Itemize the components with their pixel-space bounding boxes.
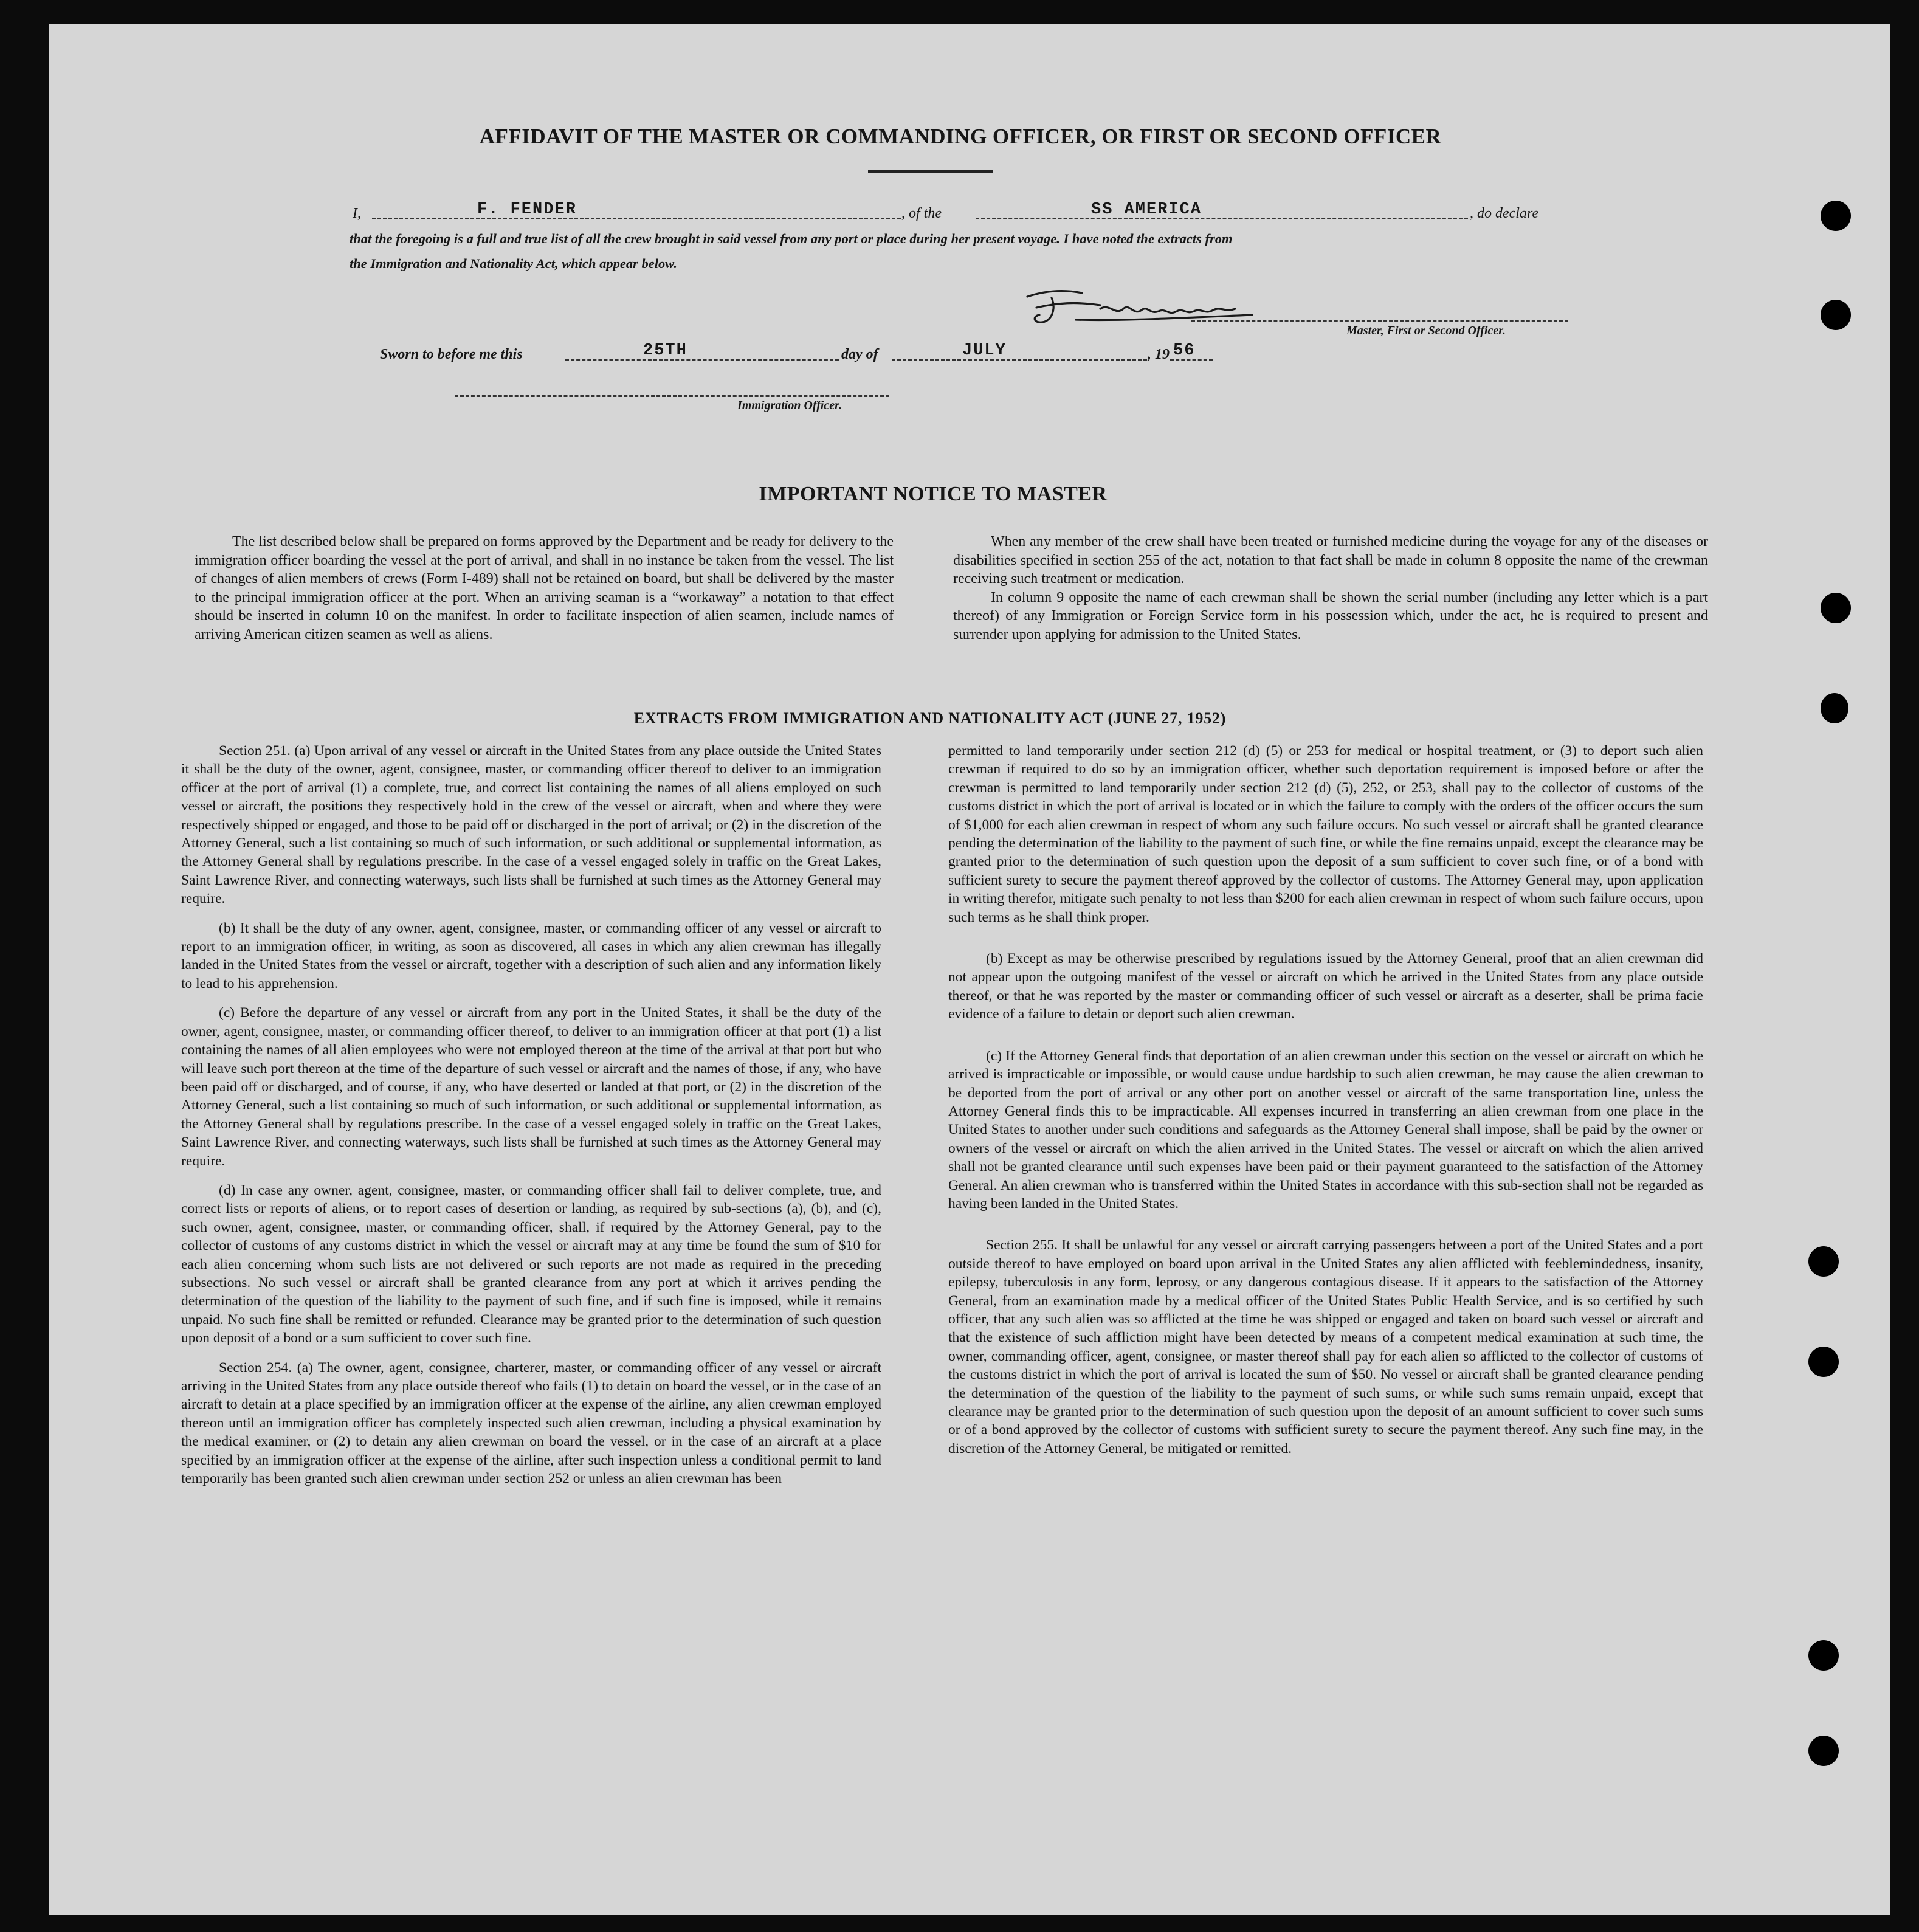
immigration-officer-caption: Immigration Officer.	[737, 399, 842, 412]
signature-line	[1191, 320, 1568, 322]
sworn-prefix: Sworn to before me this	[380, 347, 523, 362]
vessel-name: SS AMERICA	[1091, 201, 1202, 219]
do-declare-text: , do declare	[1470, 205, 1539, 221]
notice-right-paragraph-1: When any member of the crew shall have been treated or furnished medicine during the voyage for any of the diseases or disabilities specified in section 255 of the act, notation to that fact shall be made in column 8 opposite the name of the crewman receiving such treatment or medication.	[953, 534, 1708, 587]
punch-hole	[1821, 693, 1848, 723]
notice-right-column	[953, 533, 1708, 644]
notice-title: IMPORTANT NOTICE TO MASTER	[759, 483, 1108, 505]
declaration-body-line-1: that the foregoing is a full and true list of all the crew brought in said vessel from any port or place during her present voyage. I have noted the extracts from	[350, 231, 1233, 246]
declarant-name-line	[372, 218, 901, 219]
year-prefix: , 19	[1148, 347, 1170, 362]
sworn-day: 25TH	[643, 342, 687, 360]
punch-hole	[1821, 593, 1851, 623]
extracts-title: EXTRACTS FROM IMMIGRATION AND NATIONALITY ACT (JUNE 27, 1952)	[633, 709, 1227, 727]
section-255: Section 255. It shall be unlawful for any vessel or aircraft carrying passengers between a port of the United States and a port outside thereof to have employed on board upon arrival in the United States any alien afflicted with feeblemindedness, insanity, epilepsy, tuberculosis in any form, leprosy, or any dangerous contagious disease. If it appears to the satisfaction of the Attorney General, from an examination made by a medical officer of the United States Public Health Service, and is so certified by such officer, that any such alien was so afflicted at the time he was shipped or engaged and taken on board such vessel or aircraft and that the existence of such affliction might have been detected by means of a competent medical examination at such time, the owner, commanding officer, agent, consignee, or master thereof shall pay for each alien so afflicted to the collector of customs of the customs district in which the port of arrival is located the sum of $50. No vessel or aircraft shall be granted clearance pending the determination of the question of the liability to the payment of such sums, or while such sums remain unpaid, except that clearance may be granted prior to the determination of such question upon the deposit of an amount sufficient to cover such sums or of a bond approved by the collector of customs with sufficient surety to secure the payment thereof. Any such fine may, in the discretion of the Attorney General, be mitigated or remitted.	[948, 1237, 1703, 1457]
section-254-a: Section 254. (a) The owner, agent, consignee, charterer, master, or commanding officer of any vessel or aircraft arriving in the United States from any place outside thereof who fails (1) to detain on board the vessel, or in the case of an aircraft to detain at a place specified by an immigration officer at the expense of the airline, any alien crewman employed thereon until an immigration officer has completely inspected such alien crewman, including a physical examination by the medical examiner, or (2) to detain any alien crewman on board the vessel, or in the case of an aircraft at a place specified by an immigration officer at the expense of the airline, after such inspection unless a conditional permit to land temporarily has been granted such alien crewman under section 252 or unless an alien crewman has been	[181, 1359, 881, 1487]
section-251-d: (d) In case any owner, agent, consignee, master, or commanding officer shall fail to deliver complete, true, and correct lists or reports of aliens, or to report cases of desertion or landing, as required by sub-sections (a), (b), and (c), such owner, agent, consignee, master, or commanding officer, shall, if required by the Attorney General, pay to the collector of customs of any customs district in which the vessel or aircraft may at any time be found the sum of $10 for each alien concerning whom such lists are not delivered or such reports are not made as required in the preceding subsections. No such vessel or aircraft shall be granted clearance from any port at which it arrives pending the determination of the question of the liability to the payment of such fine, and if such fine is imposed, while it remains unpaid. No such fine shall be remitted or refunded. Clearance may be granted prior to the determination of such question upon deposit of a bond or a sum sufficient to cover such fine.	[181, 1182, 881, 1347]
master-signature	[1009, 285, 1264, 333]
declaration-body-line-2: the Immigration and Nationality Act, which appear below.	[350, 256, 678, 271]
signature-caption: Master, First or Second Officer.	[1346, 324, 1506, 337]
punch-hole	[1808, 1347, 1839, 1377]
punch-hole	[1808, 1736, 1839, 1766]
sworn-day-line	[565, 359, 839, 361]
extracts-left-column	[181, 742, 881, 1488]
day-of-text: day of	[841, 347, 878, 362]
sworn-month: JULY	[962, 342, 1007, 360]
declarant-name: F. FENDER	[477, 201, 577, 219]
vessel-name-line	[976, 218, 1468, 219]
punch-hole	[1821, 300, 1851, 330]
notice-left-paragraph: The list described below shall be prepared on forms approved by the Department and be ready for delivery to the immigration officer boarding the vessel at the port of arrival, and shall in no instance be taken from the vessel. The list of changes of alien members of crews (Form I-489) shall not be retained on board, but shall be delivered by the master to the principal immigration officer at the port. When an arriving seaman is a “workaway” a notation to that effect should be inserted in column 10 on the manifest. In order to facilitate inspection of alien seamen, include names of arriving American citizen seamen as well as aliens.	[195, 534, 894, 643]
declarant-prefix: I,	[353, 205, 361, 221]
sworn-month-line	[892, 359, 1147, 361]
section-251-a: Section 251. (a) Upon arrival of any vessel or aircraft in the United States from any place outside the United States it shall be the duty of the owner, agent, consignee, master, or commanding officer thereof to deliver to an immigration officer at the port of arrival (1) a complete, true, and correct list containing the names of all aliens employed on such vessel or aircraft, the positions they respectively hold in the crew of the vessel or aircraft, when and where they were respectively shipped or engaged, and those to be paid off or discharged in the port of arrival; or (2) in the discretion of the Attorney General, such a list containing so much of such information, or such additional or supplemental information, as the Attorney General shall by regulations prescribe. In the case of a vessel engaged solely in traffic on the Great Lakes, Saint Lawrence River, and connecting waterways, such lists shall be furnished at such times as the Attorney General may require.	[181, 743, 881, 907]
of-the-text: , of the	[901, 205, 942, 221]
punch-hole	[1808, 1640, 1839, 1671]
section-251-c: (c) Before the departure of any vessel or aircraft from any port in the United States, it shall be the duty of the owner, agent, consignee, master, or commanding officer thereof, to deliver to an immigration officer at that port (1) a list containing the names of all alien employees who were not employed thereon at the time of the arrival at that port but who will leave such port thereon at the time of the departure of such vessel or aircraft and the names of those, if any, who have been paid off or discharged, and of course, if any, who have deserted or landed at that port, or (2) in the discretion of the Attorney General, such a list containing so much of such information, or such additional or supplemental information, as the Attorney General shall by regulations prescribe. In the case of a vessel engaged solely in traffic on the Great Lakes, Saint Lawrence River, and connecting waterways, such lists shall be furnished at such times as the Attorney General may require.	[181, 1005, 881, 1169]
punch-hole	[1821, 201, 1851, 231]
section-254-a-continued: permitted to land temporarily under section 212 (d) (5) or 253 for medical or hospital treatment, or (3) to deport such alien crewman if required to do so by an immigration officer, whether such deportation requirement is imposed before or after the crewman is permitted to land temporarily under section 212 (d) (5), 252, or 253, shall pay to the collector of customs of the customs district in which the port of arrival is located or in which the failure to comply with the orders of the officer occurs the sum of $1,000 for each alien crewman in respect of whom any such failure occurs. No such vessel or aircraft shall be granted clearance pending the determination of the liability to the payment of such fine, or while the fine remains unpaid, except the clearance may be granted prior to the determination of such question upon the deposit of a sum sufficient to cover such fine, or of a bond with sufficient surety to secure the payment thereof approved by the collector of customs. The Attorney General may, upon application in writing therefor, mitigate such penalty to not less than $200 for each alien crewman in respect of whom such failure occurs, upon such terms as he shall think proper.	[948, 743, 1703, 925]
punch-hole	[1808, 1246, 1839, 1277]
sworn-year: 56	[1173, 342, 1196, 360]
title-underline	[868, 170, 993, 173]
affidavit-title: AFFIDAVIT OF THE MASTER OR COMMANDING OFFICER, OR FIRST OR SECOND OFFICER	[479, 125, 1442, 148]
notice-left-column	[195, 533, 894, 644]
section-254-c: (c) If the Attorney General finds that deportation of an alien crewman under this section on the vessel or aircraft on which he arrived is impracticable or impossible, or would cause undue hardship to such alien crewman, he may cause the alien crewman to be deported from the port of arrival or any other port on another vessel or aircraft of the same transportation line, unless the Attorney General finds this to be impracticable. All expenses incurred in transferring an alien crewman from one place in the United States to another under such conditions and safeguards as the Attorney General shall impose, shall be paid by the owner or owners of the vessel or aircraft on which the alien arrived in the United States. The vessel or aircraft on which the alien arrived shall not be granted clearance until such expenses have been paid or their payment guaranteed to the satisfaction of the Attorney General. An alien crewman who is transferred within the United States in accordance with this sub-section shall not be regarded as having been landed in the United States.	[948, 1047, 1703, 1212]
section-251-b: (b) It shall be the duty of any owner, agent, consignee, master, or commanding officer of any vessel or aircraft to report to an immigration officer, in writing, as soon as discovered, all cases in which any alien crewman has illegally landed in the United States from the vessel or aircraft, together with a description of such alien and any information likely to lead to his apprehension.	[181, 920, 881, 992]
extracts-right-column	[948, 742, 1703, 1458]
section-254-b: (b) Except as may be otherwise prescribed by regulations issued by the Attorney General, proof that an alien crewman did not appear upon the outgoing manifest of the vessel or aircraft on which he arrived in the United States from any place outside thereof, or that he was reported by the master or commanding officer of such vessel or aircraft as a deserter, shall be prima facie evidence of a failure to detain or deport such alien crewman.	[948, 951, 1703, 1023]
notice-right-paragraph-2: In column 9 opposite the name of each crewman shall be shown the serial number (including any letter which is a part thereof) of any Immigration or Foreign Service form in his possession which, under the act, he is required to present and surrender upon applying for admission to the United States.	[953, 589, 1708, 643]
immigration-officer-line	[455, 395, 889, 397]
